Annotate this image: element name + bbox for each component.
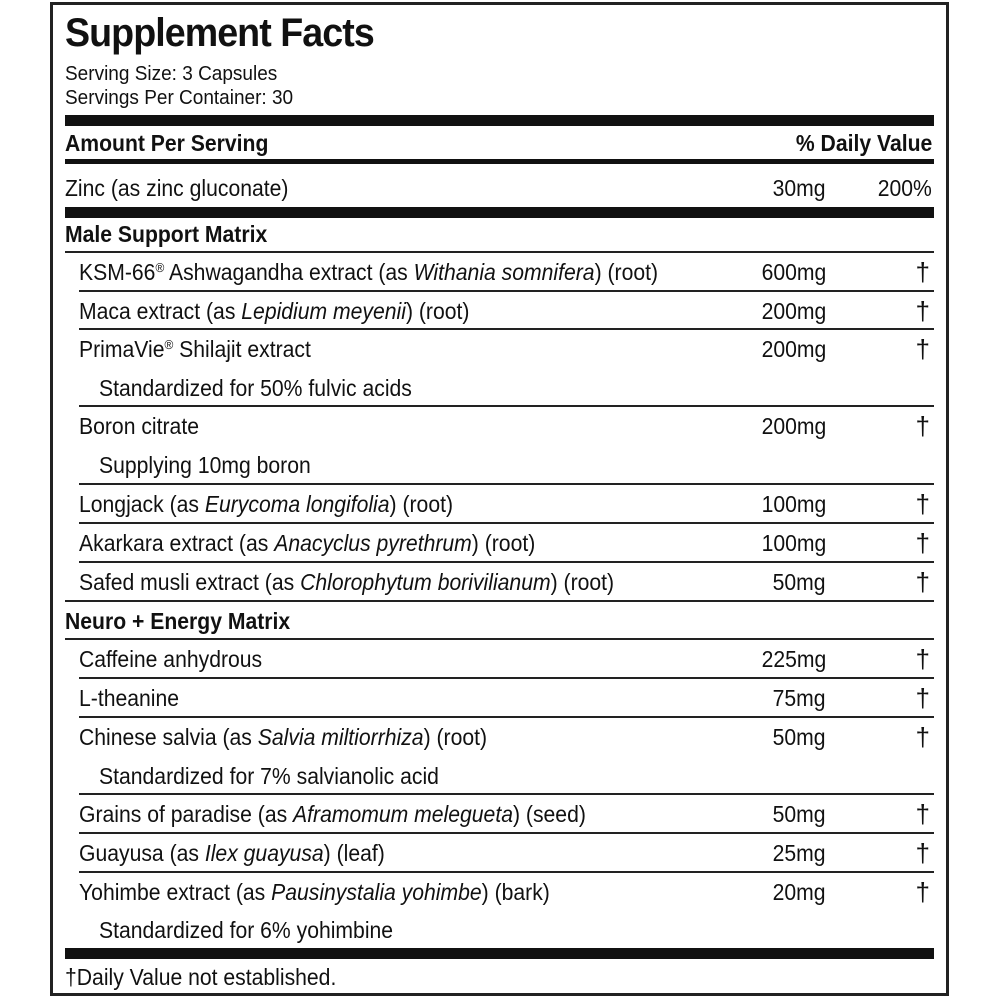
serving-size: Serving Size: 3 Capsules: [65, 63, 278, 85]
ingredient-l-theanine: L-theanine: [79, 685, 180, 711]
thick-divider: [65, 115, 934, 126]
row-divider: [79, 328, 934, 330]
yohimbe-amount: 20mg: [773, 879, 826, 905]
ingredient-caffeine: Caffeine anhydrous: [79, 646, 263, 672]
supplement-facts-panel: [50, 2, 949, 996]
dagger-mark: †: [915, 411, 930, 441]
thick-divider: [65, 207, 934, 218]
grains-of-paradise-amount: 50mg: [773, 801, 826, 827]
row-divider: [79, 793, 934, 795]
row-divider: [79, 405, 934, 407]
boron-amount: 200mg: [761, 413, 826, 439]
daily-value-label: % Daily Value: [795, 130, 932, 156]
panel-title: Supplement Facts: [65, 11, 374, 55]
dagger-mark: †: [915, 567, 930, 597]
l-theanine-amount: 75mg: [773, 685, 826, 711]
zinc-daily-value: 200%: [877, 175, 932, 201]
shilajit-standardization: Standardized for 50% fulvic acids: [99, 375, 412, 401]
amount-per-serving-label: Amount Per Serving: [65, 130, 269, 156]
row-divider: [79, 871, 934, 873]
ingredient-ksm66: KSM-66® Ashwagandha extract (as Withania somnifera) (root): [79, 259, 659, 285]
ingredient-shilajit: PrimaVie® Shilajit extract: [79, 336, 311, 362]
row-divider: [79, 677, 934, 679]
salvia-standardization: Standardized for 7% salvianolic acid: [99, 763, 439, 789]
chinese-salvia-amount: 50mg: [773, 724, 826, 750]
dagger-mark: †: [915, 257, 930, 287]
row-divider: [79, 522, 934, 524]
shilajit-amount: 200mg: [761, 336, 826, 362]
ksm66-amount: 600mg: [761, 259, 826, 285]
row-divider: [79, 561, 934, 563]
dagger-mark: †: [915, 722, 930, 752]
thick-divider: [65, 948, 934, 959]
row-divider: [79, 716, 934, 718]
zinc-name: Zinc (as zinc gluconate): [65, 175, 289, 201]
footnote: †Daily Value not established.: [65, 964, 337, 990]
row-divider: [79, 483, 934, 485]
ingredient-guayusa: Guayusa (as Ilex guayusa) (leaf): [79, 840, 385, 866]
row-divider: [79, 832, 934, 834]
row-divider: [65, 251, 934, 253]
yohimbe-standardization: Standardized for 6% yohimbine: [99, 917, 394, 943]
row-divider: [79, 290, 934, 292]
ingredient-safed-musli: Safed musli extract (as Chlorophytum borivilianum) (root): [79, 569, 615, 595]
akarkara-amount: 100mg: [761, 530, 826, 556]
ingredient-yohimbe: Yohimbe extract (as Pausinystalia yohimbe) (bark): [79, 879, 550, 905]
safed-musli-amount: 50mg: [773, 569, 826, 595]
caffeine-amount: 225mg: [761, 646, 826, 672]
servings-per-container: Servings Per Container: 30: [65, 87, 294, 109]
section-neuro-energy-matrix: Neuro + Energy Matrix: [65, 608, 291, 634]
dagger-mark: †: [915, 296, 930, 326]
dagger-mark: †: [915, 528, 930, 558]
ingredient-longjack: Longjack (as Eurycoma longifolia) (root): [79, 491, 454, 517]
ingredient-grains-of-paradise: Grains of paradise (as Aframomum melegueta) (seed): [79, 801, 586, 827]
dagger-mark: †: [915, 334, 930, 364]
dagger-mark: †: [915, 644, 930, 674]
zinc-amount: 30mg: [773, 175, 826, 201]
dagger-mark: †: [915, 489, 930, 519]
dagger-mark: †: [915, 683, 930, 713]
ingredient-maca: Maca extract (as Lepidium meyenii) (root): [79, 298, 470, 324]
ingredient-chinese-salvia: Chinese salvia (as Salvia miltiorrhiza) (root): [79, 724, 488, 750]
boron-supplying: Supplying 10mg boron: [99, 452, 311, 478]
row-divider: [65, 600, 934, 602]
section-male-support-matrix: Male Support Matrix: [65, 221, 268, 247]
dagger-mark: †: [915, 799, 930, 829]
row-divider: [65, 638, 934, 640]
dagger-mark: †: [915, 877, 930, 907]
ingredient-boron-citrate: Boron citrate: [79, 413, 199, 439]
guayusa-amount: 25mg: [773, 840, 826, 866]
medium-divider: [65, 159, 934, 164]
ingredient-akarkara: Akarkara extract (as Anacyclus pyrethrum) (root): [79, 530, 536, 556]
dagger-mark: †: [915, 838, 930, 868]
maca-amount: 200mg: [761, 298, 826, 324]
longjack-amount: 100mg: [761, 491, 826, 517]
